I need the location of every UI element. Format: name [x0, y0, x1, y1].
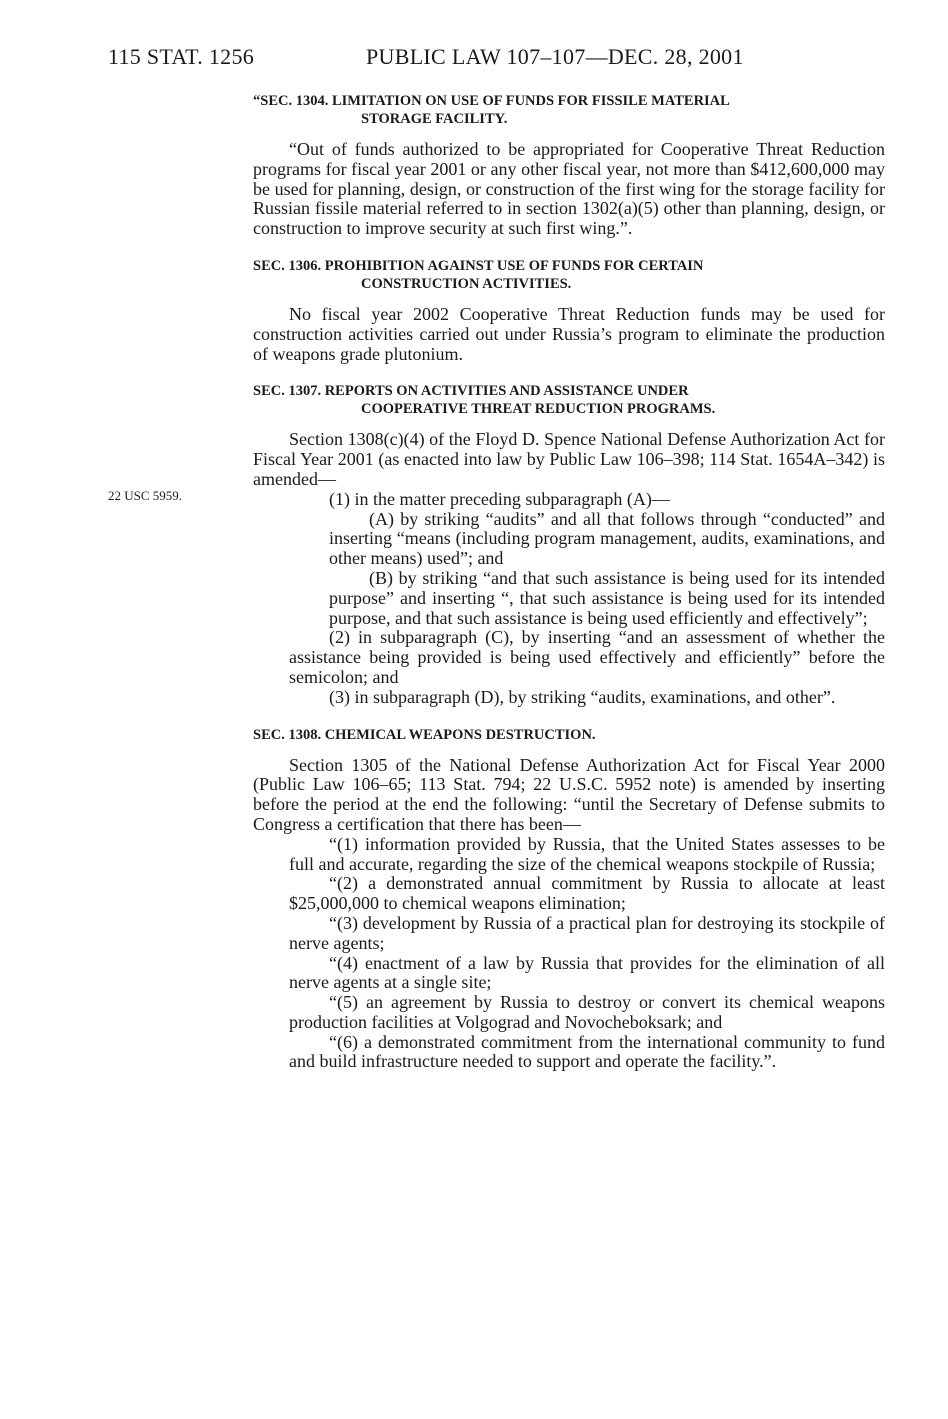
section-1308-item-4: “(4) enactment of a law by Russia that provides for the elimination of all nerve agents at a single site;: [289, 952, 885, 993]
section-1304-body: “Out of funds authorized to be appropriated for Cooperative Threat Reduction programs for fiscal year 2001 or any other fiscal year, not more than $412,600,000 may be used for planning, design, or construction of the first wing for the storage facility for Russian fissile material referred to in section 1302(a)(5) other than planning, design, or construction to improve security at such first wing.”.: [253, 139, 885, 239]
section-1306-body: No fiscal year 2002 Cooperative Threat Reduction funds may be used for construction activities carried out under Russia’s program to eliminate the production of weapons grade plutonium.: [253, 303, 885, 364]
section-1308-heading: SEC. 1308. CHEMICAL WEAPONS DESTRUCTION.: [253, 726, 596, 743]
section-1306-heading-line1: SEC. 1306. PROHIBITION AGAINST USE OF FUNDS FOR CERTAIN: [253, 257, 704, 274]
section-1308-intro: Section 1305 of the National Defense Authorization Act for Fiscal Year 2000 (Public Law 106–65; 113 Stat. 794; 22 U.S.C. 5952 note) is amended by inserting before the period at the end the following: “until the Secretary of Defense submits to Congress a certification that there has been—: [253, 754, 885, 834]
section-1306-heading-line2: CONSTRUCTION ACTIVITIES.: [361, 275, 572, 292]
usc-margin-note: 22 USC 5959.: [108, 488, 183, 503]
section-1304-heading-line2: STORAGE FACILITY.: [361, 111, 508, 127]
section-1308-item-2: “(2) a demonstrated annual commitment by Russia to allocate at least $25,000,000 to chemical weapons elimination;: [289, 873, 885, 914]
section-1307-item-3: (3) in subparagraph (D), by striking “audits, examinations, and other”.: [329, 686, 836, 707]
section-1308-item-3: “(3) development by Russia of a practical plan for destroying its stockpile of nerve agents;: [289, 912, 885, 953]
section-1307-item-1a: (A) by striking “audits” and all that follows through “conducted” and inserting “means (including program management, audits, examinations, and other means) used”; and: [329, 508, 885, 569]
section-1307-heading-line2: COOPERATIVE THREAT REDUCTION PROGRAMS.: [361, 401, 716, 418]
section-1308-item-1: “(1) information provided by Russia, that the United States assesses to be full and accurate, regarding the size of the chemical weapons stockpile of Russia;: [289, 833, 885, 874]
section-1307-item-1b: (B) by striking “and that such assistance is being used for its intended purpose” and inserting “, that such assistance is being used for its intended purpose, and that such assistance is being used efficiently and effectively”;: [329, 567, 885, 628]
section-1308-item-6: “(6) a demonstrated commitment from the international community to fund and build infrastructure needed to support and operate the facility.”.: [289, 1031, 885, 1072]
section-1307-heading: [253, 382, 885, 418]
section-1307-item-2: (2) in subparagraph (C), by inserting “and an assessment of whether the assistance being provided is being used effectively and efficiently” before the semicolon; and: [289, 627, 885, 687]
section-1308-item-5: “(5) an agreement by Russia to destroy or convert its chemical weapons production facilities at Volgograd and Novocheboksark; and: [289, 992, 885, 1032]
section-1307-heading-line1: SEC. 1307. REPORTS ON ACTIVITIES AND ASSISTANCE UNDER: [253, 383, 689, 400]
section-1306-heading: [253, 257, 885, 293]
running-header: [108, 44, 788, 74]
body-text: [253, 92, 885, 1072]
section-1304-heading: [253, 92, 885, 128]
section-1307-intro: Section 1308(c)(4) of the Floyd D. Spence National Defense Authorization Act for Fiscal Year 2001 (as enacted into law by Public Law 106–398; 114 Stat. 1654A–342) is amended—: [253, 429, 885, 489]
stat-page-reference: 115 STAT. 1256: [108, 44, 255, 69]
public-law-date: PUBLIC LAW 107–107—DEC. 28, 2001: [366, 44, 744, 69]
section-1307-item-1: (1) in the matter preceding subparagraph (A)—: [329, 488, 670, 509]
section-1304-heading-line1: “SEC. 1304. LIMITATION ON USE OF FUNDS FOR FISSILE MATERIAL: [253, 93, 730, 109]
